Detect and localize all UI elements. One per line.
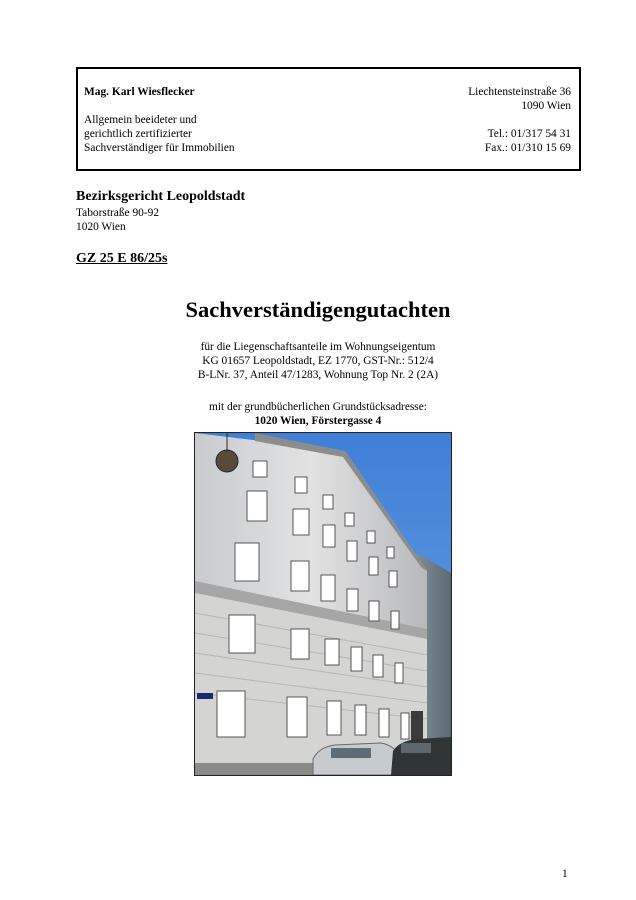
expert-title-line3: Sachverständiger für Immobilien bbox=[84, 142, 235, 154]
expert-street: Liechtensteinstraße 36 bbox=[468, 86, 571, 98]
expert-title-line1: Allgemein beeideter und bbox=[84, 114, 197, 126]
page-number: 1 bbox=[562, 868, 568, 880]
case-number: GZ 25 E 86/25s bbox=[76, 251, 168, 266]
description-line1: für die Liegenschaftsanteile im Wohnungseigentum bbox=[200, 341, 436, 353]
court-name: Bezirksgericht Leopoldstadt bbox=[76, 189, 246, 204]
court-city: 1020 Wien bbox=[76, 221, 126, 233]
expert-name: Mag. Karl Wiesflecker bbox=[84, 86, 195, 98]
description-line2: KG 01657 Leopoldstadt, EZ 1770, GST-Nr.: 512/4 bbox=[202, 355, 434, 367]
letterhead-left bbox=[84, 85, 235, 155]
court-block bbox=[76, 188, 245, 234]
letterhead-box bbox=[76, 67, 581, 171]
property-description bbox=[0, 340, 636, 382]
description-line3: B-LNr. 37, Anteil 47/1283, Wohnung Top Nr. 2 (2A) bbox=[197, 369, 439, 381]
expert-title-line2: gerichtlich zertifizierter bbox=[84, 128, 192, 140]
building-photo bbox=[194, 432, 452, 776]
expert-city: 1090 Wien bbox=[521, 100, 571, 112]
address-label: mit der grundbücherlichen Grundstücksadresse: bbox=[209, 401, 427, 413]
letterhead-right bbox=[468, 85, 571, 155]
document-title: Sachverständigengutachten bbox=[185, 297, 451, 322]
address-value: 1020 Wien, Förstergasse 4 bbox=[254, 415, 382, 427]
expert-phone: Tel.: 01/317 54 31 bbox=[487, 128, 571, 140]
court-street: Taborstraße 90-92 bbox=[76, 207, 160, 219]
expert-fax: Fax.: 01/310 15 69 bbox=[484, 142, 571, 154]
